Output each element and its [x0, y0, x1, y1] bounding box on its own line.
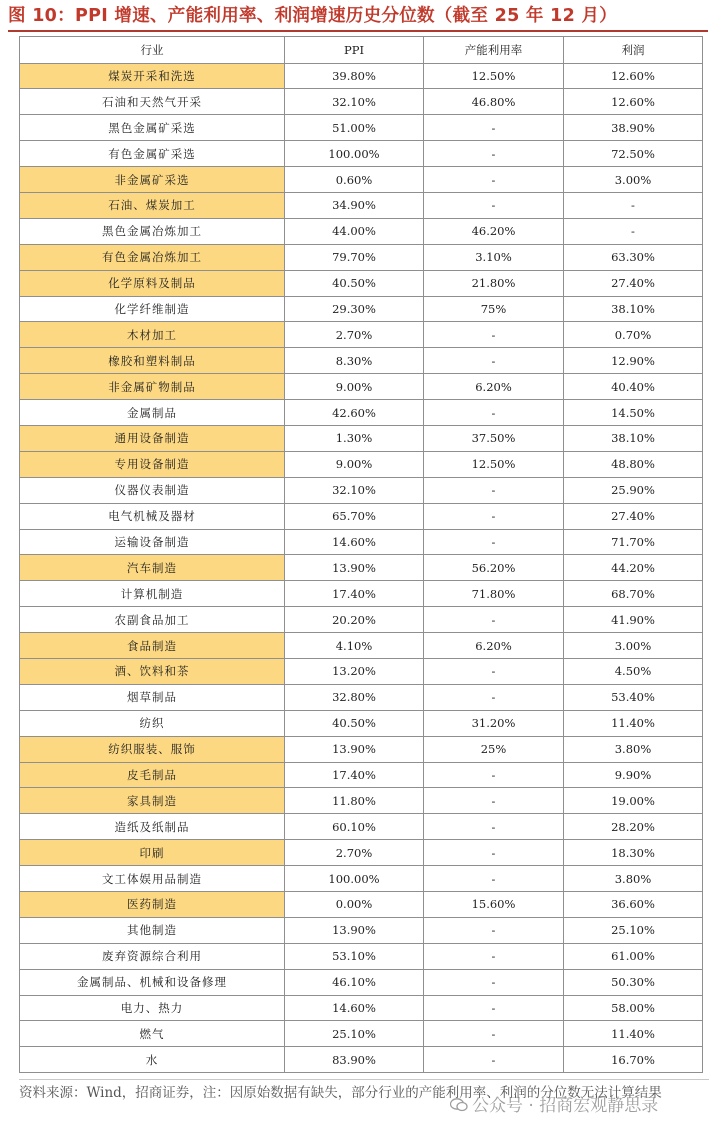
cell-profit: 71.70% — [564, 529, 703, 555]
table-row — [20, 400, 703, 426]
cell-industry: 水 — [20, 1047, 285, 1073]
table-row — [20, 555, 703, 581]
cell-industry: 医药制造 — [20, 892, 285, 918]
cell-profit: 50.30% — [564, 969, 703, 995]
cell-industry: 印刷 — [20, 840, 285, 866]
table-row — [20, 658, 703, 684]
cell-ppi: 44.00% — [285, 218, 424, 244]
cell-capacity-utilization: 3.10% — [424, 244, 564, 270]
cell-capacity-utilization: - — [424, 840, 564, 866]
cell-profit: 61.00% — [564, 943, 703, 969]
table-row — [20, 1047, 703, 1073]
cell-capacity-utilization: - — [424, 1047, 564, 1073]
cell-profit: 3.00% — [564, 633, 703, 659]
cell-ppi: 14.60% — [285, 529, 424, 555]
cell-ppi: 79.70% — [285, 244, 424, 270]
cell-ppi: 20.20% — [285, 607, 424, 633]
cell-industry: 石油和天然气开采 — [20, 89, 285, 115]
cell-profit: 41.90% — [564, 607, 703, 633]
table-row — [20, 581, 703, 607]
cell-industry: 农副食品加工 — [20, 607, 285, 633]
table-row — [20, 348, 703, 374]
cell-industry: 金属制品 — [20, 400, 285, 426]
cell-profit: 58.00% — [564, 995, 703, 1021]
table-row — [20, 788, 703, 814]
cell-capacity-utilization: - — [424, 788, 564, 814]
cell-industry: 通用设备制造 — [20, 425, 285, 451]
header-profit: 利润 — [564, 37, 703, 64]
cell-capacity-utilization: 46.20% — [424, 218, 564, 244]
table-row — [20, 503, 703, 529]
cell-industry: 运输设备制造 — [20, 529, 285, 555]
cell-ppi: 46.10% — [285, 969, 424, 995]
cell-ppi: 9.00% — [285, 451, 424, 477]
cell-profit: - — [564, 192, 703, 218]
cell-profit: 12.60% — [564, 89, 703, 115]
table-row — [20, 244, 703, 270]
cell-ppi: 39.80% — [285, 63, 424, 89]
cell-capacity-utilization: 6.20% — [424, 374, 564, 400]
cell-ppi: 14.60% — [285, 995, 424, 1021]
cell-industry: 烟草制品 — [20, 684, 285, 710]
cell-capacity-utilization: - — [424, 607, 564, 633]
table-row — [20, 969, 703, 995]
cell-profit: 40.40% — [564, 374, 703, 400]
table-row — [20, 63, 703, 89]
cell-industry: 专用设备制造 — [20, 451, 285, 477]
cell-profit: 3.00% — [564, 167, 703, 193]
cell-profit: 72.50% — [564, 141, 703, 167]
cell-capacity-utilization: 37.50% — [424, 425, 564, 451]
table-body — [20, 63, 703, 1073]
cell-profit: 25.90% — [564, 477, 703, 503]
table-row — [20, 322, 703, 348]
cell-capacity-utilization: - — [424, 943, 564, 969]
cell-ppi: 53.10% — [285, 943, 424, 969]
table-row — [20, 917, 703, 943]
cell-capacity-utilization: - — [424, 684, 564, 710]
table-row — [20, 866, 703, 892]
cell-profit: 27.40% — [564, 503, 703, 529]
table-row — [20, 943, 703, 969]
cell-capacity-utilization: 56.20% — [424, 555, 564, 581]
table-row — [20, 814, 703, 840]
table-row — [20, 736, 703, 762]
cell-industry: 化学纤维制造 — [20, 296, 285, 322]
cell-industry: 计算机制造 — [20, 581, 285, 607]
cell-ppi: 11.80% — [285, 788, 424, 814]
cell-industry: 纺织服装、服饰 — [20, 736, 285, 762]
percentile-table — [19, 36, 703, 1073]
cell-industry: 木材加工 — [20, 322, 285, 348]
cell-profit: 12.90% — [564, 348, 703, 374]
cell-industry: 汽车制造 — [20, 555, 285, 581]
cell-profit: 11.40% — [564, 1021, 703, 1047]
table-row — [20, 892, 703, 918]
cell-industry: 文工体娱用品制造 — [20, 866, 285, 892]
cell-capacity-utilization: 31.20% — [424, 710, 564, 736]
cell-capacity-utilization: - — [424, 192, 564, 218]
cell-profit: 36.60% — [564, 892, 703, 918]
cell-ppi: 8.30% — [285, 348, 424, 374]
cell-industry: 有色金属冶炼加工 — [20, 244, 285, 270]
cell-industry: 金属制品、机械和设备修理 — [20, 969, 285, 995]
cell-industry: 橡胶和塑料制品 — [20, 348, 285, 374]
table-row — [20, 374, 703, 400]
cell-profit: 16.70% — [564, 1047, 703, 1073]
cell-industry: 皮毛制品 — [20, 762, 285, 788]
cell-capacity-utilization: - — [424, 115, 564, 141]
cell-profit: 0.70% — [564, 322, 703, 348]
source-divider — [19, 1079, 709, 1080]
cell-ppi: 100.00% — [285, 141, 424, 167]
cell-ppi: 2.70% — [285, 322, 424, 348]
cell-industry: 其他制造 — [20, 917, 285, 943]
table-row — [20, 115, 703, 141]
cell-industry: 电力、热力 — [20, 995, 285, 1021]
watermark — [450, 1091, 658, 1116]
cell-industry: 非金属矿物制品 — [20, 374, 285, 400]
cell-ppi: 13.90% — [285, 917, 424, 943]
cell-industry: 化学原料及制品 — [20, 270, 285, 296]
cell-ppi: 2.70% — [285, 840, 424, 866]
table-row — [20, 141, 703, 167]
cell-capacity-utilization: 21.80% — [424, 270, 564, 296]
cell-industry: 非金属矿采选 — [20, 167, 285, 193]
cell-profit: 38.90% — [564, 115, 703, 141]
cell-capacity-utilization: - — [424, 814, 564, 840]
cell-profit: 53.40% — [564, 684, 703, 710]
cell-profit: 19.00% — [564, 788, 703, 814]
header-capacity-utilization: 产能利用率 — [424, 37, 564, 64]
table-row — [20, 1021, 703, 1047]
cell-capacity-utilization: - — [424, 322, 564, 348]
cell-industry: 电气机械及器材 — [20, 503, 285, 529]
cell-profit: 9.90% — [564, 762, 703, 788]
cell-ppi: 100.00% — [285, 866, 424, 892]
cell-capacity-utilization: 12.50% — [424, 451, 564, 477]
cell-capacity-utilization: 12.50% — [424, 63, 564, 89]
cell-ppi: 40.50% — [285, 710, 424, 736]
cell-ppi: 32.10% — [285, 89, 424, 115]
table-row — [20, 607, 703, 633]
cell-capacity-utilization: - — [424, 348, 564, 374]
cell-profit: 14.50% — [564, 400, 703, 426]
table-row — [20, 633, 703, 659]
cell-capacity-utilization: - — [424, 995, 564, 1021]
cell-ppi: 1.30% — [285, 425, 424, 451]
cell-capacity-utilization: 71.80% — [424, 581, 564, 607]
cell-capacity-utilization: - — [424, 1021, 564, 1047]
cell-ppi: 51.00% — [285, 115, 424, 141]
cell-capacity-utilization: - — [424, 762, 564, 788]
cell-profit: 4.50% — [564, 658, 703, 684]
cell-ppi: 42.60% — [285, 400, 424, 426]
title-divider — [8, 30, 708, 32]
table-row — [20, 218, 703, 244]
cell-ppi: 13.90% — [285, 736, 424, 762]
cell-profit: 48.80% — [564, 451, 703, 477]
cell-ppi: 13.20% — [285, 658, 424, 684]
cell-ppi: 0.00% — [285, 892, 424, 918]
cell-profit: 12.60% — [564, 63, 703, 89]
cell-ppi: 32.10% — [285, 477, 424, 503]
cell-ppi: 0.60% — [285, 167, 424, 193]
cell-capacity-utilization: - — [424, 658, 564, 684]
cell-ppi: 17.40% — [285, 762, 424, 788]
cell-profit: 11.40% — [564, 710, 703, 736]
table-row — [20, 710, 703, 736]
cell-ppi: 13.90% — [285, 555, 424, 581]
cell-industry: 造纸及纸制品 — [20, 814, 285, 840]
table-row — [20, 270, 703, 296]
table-row — [20, 192, 703, 218]
cell-ppi: 29.30% — [285, 296, 424, 322]
cell-capacity-utilization: 6.20% — [424, 633, 564, 659]
cell-industry: 废弃资源综合利用 — [20, 943, 285, 969]
header-ppi: PPI — [285, 37, 424, 64]
cell-ppi: 4.10% — [285, 633, 424, 659]
cell-capacity-utilization: - — [424, 866, 564, 892]
cell-capacity-utilization: 75% — [424, 296, 564, 322]
table-row — [20, 451, 703, 477]
watermark-text: 公众号 · 招商宏观静思录 — [472, 1096, 659, 1116]
cell-capacity-utilization: - — [424, 167, 564, 193]
table-row — [20, 167, 703, 193]
cell-capacity-utilization: - — [424, 477, 564, 503]
cell-capacity-utilization: - — [424, 969, 564, 995]
cell-industry: 黑色金属冶炼加工 — [20, 218, 285, 244]
table-row — [20, 296, 703, 322]
cell-profit: 18.30% — [564, 840, 703, 866]
cell-profit: 3.80% — [564, 736, 703, 762]
cell-industry: 燃气 — [20, 1021, 285, 1047]
cell-profit: 44.20% — [564, 555, 703, 581]
table-row — [20, 840, 703, 866]
cell-capacity-utilization: - — [424, 529, 564, 555]
cell-profit: 68.70% — [564, 581, 703, 607]
cell-ppi: 40.50% — [285, 270, 424, 296]
cell-ppi: 9.00% — [285, 374, 424, 400]
cell-profit: 38.10% — [564, 296, 703, 322]
cell-ppi: 25.10% — [285, 1021, 424, 1047]
cell-industry: 家具制造 — [20, 788, 285, 814]
cell-industry: 石油、煤炭加工 — [20, 192, 285, 218]
table-row — [20, 995, 703, 1021]
cell-ppi: 65.70% — [285, 503, 424, 529]
cell-ppi: 32.80% — [285, 684, 424, 710]
table-row — [20, 89, 703, 115]
cell-ppi: 60.10% — [285, 814, 424, 840]
cell-capacity-utilization: 25% — [424, 736, 564, 762]
source-note: 资料来源：Wind，招商证券，注：因原始数据有缺失，部分行业的产能利用率、利润的分位数无法计算结果 — [19, 1085, 662, 1101]
cell-capacity-utilization: - — [424, 917, 564, 943]
header-industry: 行业 — [20, 37, 285, 64]
table-row — [20, 684, 703, 710]
cell-profit: 38.10% — [564, 425, 703, 451]
cell-industry: 酒、饮料和茶 — [20, 658, 285, 684]
cell-ppi: 83.90% — [285, 1047, 424, 1073]
cell-ppi: 17.40% — [285, 581, 424, 607]
cell-capacity-utilization: 46.80% — [424, 89, 564, 115]
cell-profit: 28.20% — [564, 814, 703, 840]
cell-industry: 黑色金属矿采选 — [20, 115, 285, 141]
figure-title: 图 10：PPI 增速、产能利用率、利润增速历史分位数（截至 25 年 12 月） — [8, 6, 618, 26]
cell-industry: 煤炭开采和洗选 — [20, 63, 285, 89]
cell-industry: 仪器仪表制造 — [20, 477, 285, 503]
cell-industry: 有色金属矿采选 — [20, 141, 285, 167]
table-header-row — [20, 37, 703, 64]
cell-profit: 25.10% — [564, 917, 703, 943]
cell-capacity-utilization: 15.60% — [424, 892, 564, 918]
cell-industry: 食品制造 — [20, 633, 285, 659]
cell-profit: 3.80% — [564, 866, 703, 892]
table-row — [20, 762, 703, 788]
table-row — [20, 529, 703, 555]
cell-profit: 27.40% — [564, 270, 703, 296]
cell-ppi: 34.90% — [285, 192, 424, 218]
cell-profit: 63.30% — [564, 244, 703, 270]
cell-profit: - — [564, 218, 703, 244]
wechat-icon — [450, 1098, 468, 1112]
cell-industry: 纺织 — [20, 710, 285, 736]
table-row — [20, 477, 703, 503]
cell-capacity-utilization: - — [424, 141, 564, 167]
cell-capacity-utilization: - — [424, 503, 564, 529]
cell-capacity-utilization: - — [424, 400, 564, 426]
table-row — [20, 425, 703, 451]
